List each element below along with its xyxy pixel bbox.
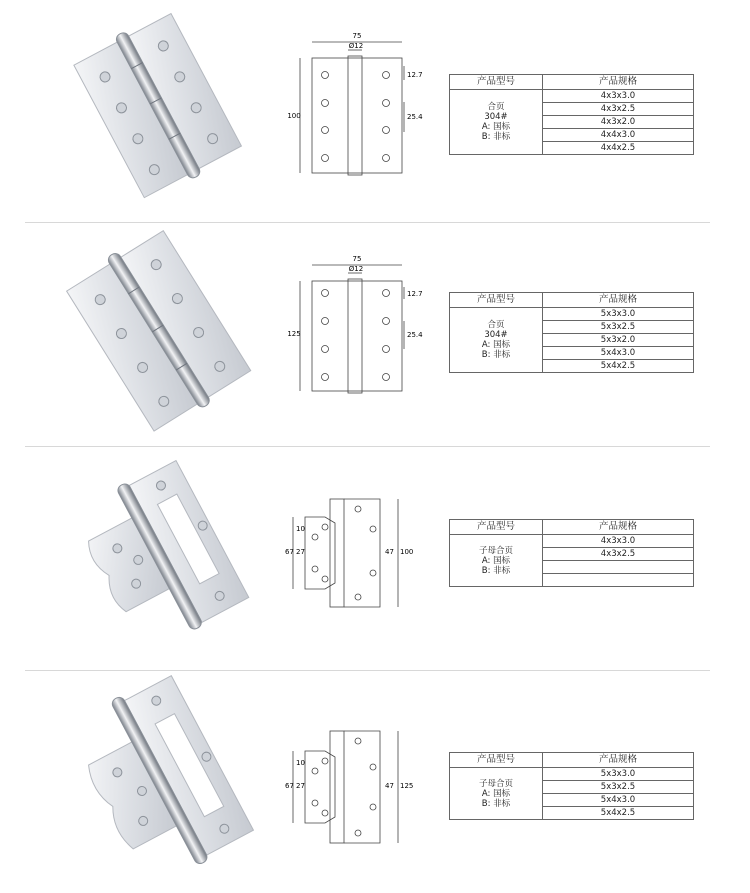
dim-height: 125 [400, 782, 414, 790]
spec-table-1 [449, 74, 694, 155]
dim-a: 10 [296, 759, 305, 767]
spec-cell: 4x3x2.5 [543, 548, 694, 561]
technical-drawing-2 [280, 223, 430, 445]
spec-cell: 5x3x3.0 [543, 768, 694, 781]
spec-cell: 4x3x2.5 [543, 103, 694, 116]
dim-a: 10 [296, 525, 305, 533]
product-section-1 [0, 0, 750, 222]
spec-cell: 4x4x3.0 [543, 129, 694, 142]
dim-pin: Ø12 [348, 265, 364, 273]
spec-cell: 5x3x2.0 [543, 334, 694, 347]
dim-mid: 47 [385, 548, 394, 556]
hinge-photo-2 [55, 223, 265, 445]
dim-mid: 47 [385, 782, 394, 790]
col-spec-header: 产品规格 [543, 520, 694, 535]
spec-cell: 4x3x2.0 [543, 116, 694, 129]
spec-cell: 5x4x2.5 [543, 807, 694, 820]
technical-drawing-3 [280, 447, 430, 669]
dim-b: 27 [296, 782, 305, 790]
product-section-3 [0, 447, 750, 669]
product-section-4 [0, 671, 750, 893]
model-cell: 子母合页 A: 国标 B: 非标 [450, 768, 543, 820]
spec-cell: 4x3x3.0 [543, 535, 694, 548]
spec-cell: 4x3x3.0 [543, 90, 694, 103]
col-spec-header: 产品规格 [543, 75, 694, 90]
technical-drawing-4 [280, 671, 430, 893]
dim-gap: 25.4 [407, 113, 423, 121]
flag-hinge-photo-4 [55, 671, 265, 893]
spec-cell: 5x4x3.0 [543, 794, 694, 807]
model-cell: 合页 304# A: 国标 B: 非标 [450, 308, 543, 373]
dim-inner: 67 [285, 548, 294, 556]
hinge-photo-1 [55, 0, 265, 222]
col-model-header: 产品型号 [450, 75, 543, 90]
col-spec-header: 产品规格 [543, 293, 694, 308]
dim-height: 100 [287, 112, 301, 120]
spec-cell [543, 561, 694, 574]
dim-pin: Ø12 [348, 42, 364, 50]
dim-top: 12.7 [407, 290, 423, 298]
dim-width: 75 [352, 255, 362, 263]
spec-cell: 5x4x2.5 [543, 360, 694, 373]
flag-hinge-photo-3 [55, 447, 265, 669]
model-cell: 合页 304# A: 国标 B: 非标 [450, 90, 543, 155]
dim-gap: 25.4 [407, 331, 423, 339]
technical-drawing-1 [280, 0, 430, 222]
dim-top: 12.7 [407, 71, 423, 79]
spec-cell [543, 574, 694, 587]
product-section-2 [0, 223, 750, 445]
dim-height: 100 [400, 548, 414, 556]
spec-cell: 5x3x3.0 [543, 308, 694, 321]
model-cell: 子母合页 A: 国标 B: 非标 [450, 535, 543, 587]
col-model-header: 产品型号 [450, 520, 543, 535]
spec-table-2 [449, 292, 694, 373]
col-model-header: 产品型号 [450, 753, 543, 768]
dim-inner: 67 [285, 782, 294, 790]
spec-cell: 5x3x2.5 [543, 321, 694, 334]
dim-b: 27 [296, 548, 305, 556]
spec-table-4 [449, 752, 694, 820]
dim-width: 75 [352, 32, 362, 40]
dim-height: 125 [287, 330, 301, 338]
col-model-header: 产品型号 [450, 293, 543, 308]
spec-cell: 5x4x3.0 [543, 347, 694, 360]
spec-cell: 5x3x2.5 [543, 781, 694, 794]
spec-cell: 4x4x2.5 [543, 142, 694, 155]
col-spec-header: 产品规格 [543, 753, 694, 768]
spec-table-3 [449, 519, 694, 587]
